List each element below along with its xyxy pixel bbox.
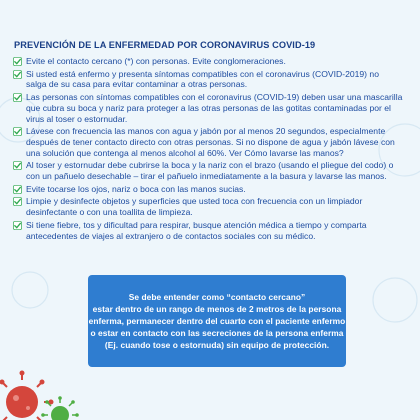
check-icon — [13, 221, 22, 230]
list-item-line: con un pañuelo desechable – tirar el pañuelo inmediatamente a la basura y lavarse las manos. — [26, 171, 387, 182]
list-item-line: antecedentes de viajes al extranjero o de contactos sociales con su médico. — [26, 230, 316, 241]
list-item — [12, 220, 420, 241]
check-icon — [13, 185, 22, 194]
check-icon — [13, 93, 22, 102]
prevention-list — [12, 56, 420, 243]
list-item — [12, 69, 420, 90]
callout-line: Se debe entender como “contacto cercano” — [128, 292, 306, 302]
check-icon — [13, 70, 22, 79]
list-item-line: Si tiene fiebre, tos y dificultad para respirar, busque atención médica a tiempo y comparta — [26, 219, 367, 230]
list-item — [12, 126, 420, 158]
list-item-line: que cubra su boca y nariz para proteger a las otras personas de las gotitas contaminadas por el — [26, 102, 391, 113]
callout-line: o estar en contacto con las secreciones de la persona enferma — [90, 328, 344, 338]
list-item-line: Evite el contacto cercano (*) con personas. Evite conglomeraciones. — [26, 56, 286, 66]
list-item-line: salga de su casa para evitar contaminar a otras personas. — [26, 79, 248, 90]
list-item — [12, 184, 420, 195]
check-icon — [13, 127, 22, 136]
list-item-line: virus al toser o estornudar. — [26, 113, 128, 124]
list-item — [12, 92, 420, 124]
list-item-line: Lávese con frecuencia las manos con agua y jabón por al menos 20 segundos, especialmente — [26, 126, 386, 137]
check-icon — [13, 57, 22, 66]
list-item-line: desinfectante o con una toallita de limpieza. — [26, 207, 193, 218]
callout-line: enferma, permanecer dentro del cuarto con el paciente enfermo — [88, 316, 346, 326]
list-item-line: después de tener contacto directo con otras personas. Si no dispone de agua y jabón lávese con — [26, 136, 395, 147]
list-item-line: Si usted está enfermo y presenta síntomas compatibles con el coronavirus (COVID-2019) no — [26, 68, 379, 79]
page-title: PREVENCIÓN DE LA ENFERMEDAD POR CORONAVIRUS COVID-19 — [14, 40, 316, 50]
check-icon — [13, 197, 22, 206]
list-item-line: una solución que contenga al menos alcohol al 60%. Ver Cómo lavarse las manos? — [26, 147, 344, 158]
check-icon — [13, 161, 22, 170]
list-item-line: Limpie y desinfecte objetos y superficies que usted toca con frecuencia con un limpiador — [26, 196, 363, 207]
list-item-line: Evite tocarse los ojos, nariz o boca con las manos sucias. — [26, 183, 246, 194]
close-contact-callout — [88, 275, 346, 367]
list-item-line: Las personas con síntomas compatibles con el coronavirus (COVID-19) deben usar una mascarilla — [26, 92, 403, 103]
list-item-line: Al toser y estornudar debe cubrirse la boca y la nariz con el brazo (usando el pliegue del codo) o — [26, 160, 394, 171]
list-item — [12, 160, 420, 181]
callout-line: (Ej. cuando tose o estornuda) sin equipo de protección. — [104, 340, 330, 350]
list-item — [12, 56, 420, 67]
list-item — [12, 196, 420, 217]
callout-line: estar dentro de un rango de menos de 2 metros de la persona — [92, 304, 342, 314]
